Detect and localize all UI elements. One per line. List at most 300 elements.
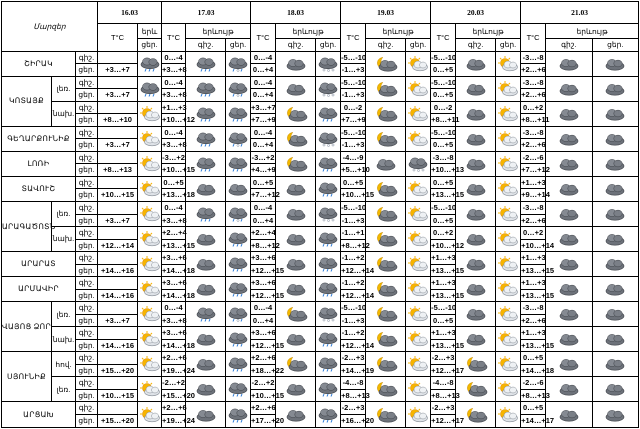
weather-cell bbox=[366, 201, 406, 226]
time-of-day-label: գիշ. bbox=[76, 201, 98, 214]
weather-cell bbox=[226, 252, 251, 277]
temp-col-header: T°C bbox=[98, 24, 138, 51]
temperature-cell: +13…+15 bbox=[521, 264, 546, 277]
cloud-dark-icon bbox=[194, 281, 218, 297]
weather-cell bbox=[496, 101, 521, 126]
temperature-cell: -1…+3 bbox=[341, 214, 366, 227]
temperature-cell: +4…+9 bbox=[251, 164, 276, 177]
moon-cloud-icon bbox=[284, 131, 308, 147]
temperature-cell: +10…+15 bbox=[98, 189, 138, 202]
temperature-cell: +12…+15 bbox=[251, 264, 276, 277]
sun-cloud-icon bbox=[406, 306, 430, 322]
cloud-rain-icon bbox=[316, 231, 340, 247]
weather-cell bbox=[316, 201, 341, 226]
moon-cloud-icon bbox=[374, 256, 398, 272]
temperature-cell: +14…+18 bbox=[162, 289, 186, 302]
weather-cell bbox=[592, 227, 638, 252]
weather-cell bbox=[366, 101, 406, 126]
temperature-cell: +1…+3 bbox=[431, 327, 456, 340]
time-of-day-label: գիշ. bbox=[76, 352, 98, 365]
temperature-cell: +13…+15 bbox=[431, 264, 456, 277]
temperature-cell: +15…+20 bbox=[98, 415, 138, 428]
cloud-dark-icon bbox=[464, 56, 488, 72]
temperature-cell: +3…+8 bbox=[162, 314, 186, 327]
weather-cell bbox=[186, 126, 226, 151]
night-col-header: գիշ. bbox=[546, 39, 592, 51]
cloud-dark-icon bbox=[557, 56, 581, 72]
weather-cell bbox=[406, 201, 431, 226]
weather-cell bbox=[226, 402, 251, 428]
region-name: ՏԱՎՈՒՇ bbox=[2, 176, 76, 201]
temperature-cell: 0…-4 bbox=[162, 51, 186, 64]
temperature-cell: +2…+6 bbox=[251, 352, 276, 365]
temperature-cell: -1…+3 bbox=[341, 314, 366, 327]
temperature-cell: +3…+7 bbox=[98, 314, 138, 327]
time-of-day-label: գիշ. bbox=[76, 51, 98, 64]
cloud-dark-icon bbox=[374, 156, 398, 172]
region-name: ԱՐԱՐԱՏ bbox=[2, 252, 76, 277]
sun-cloud-icon bbox=[496, 131, 520, 147]
temperature-cell: +10…+14 bbox=[521, 239, 546, 252]
temperature-cell bbox=[98, 201, 138, 214]
cloud-dark-icon bbox=[194, 331, 218, 347]
weather-cell bbox=[496, 76, 521, 101]
cloud-dark-icon bbox=[464, 306, 488, 322]
cloud-dark-icon bbox=[603, 306, 627, 322]
weather-cell bbox=[592, 252, 638, 277]
weather-cell bbox=[592, 377, 638, 402]
date-header-19-03: 19.03 bbox=[341, 2, 431, 24]
subregion-label: լեռ. bbox=[52, 377, 76, 402]
time-of-day-label: ցեր. bbox=[76, 114, 98, 127]
weather-cell bbox=[456, 302, 496, 327]
weather-cell bbox=[186, 51, 226, 76]
phenomenon-col-header: երևույթ bbox=[276, 24, 341, 39]
temperature-cell: -3…-8 bbox=[521, 76, 546, 89]
weather-cell bbox=[226, 51, 251, 76]
weather-cell bbox=[592, 51, 638, 76]
temperature-cell: +3…+8 bbox=[162, 214, 186, 227]
temperature-cell: 0…+5 bbox=[431, 64, 456, 77]
weather-cell bbox=[226, 126, 251, 151]
table-row bbox=[2, 327, 639, 340]
temperature-cell: -5…-10 bbox=[431, 76, 456, 89]
temperature-cell: 0…-4 bbox=[162, 76, 186, 89]
cloud-snow-icon bbox=[316, 56, 340, 72]
temperature-cell: 0…+2 bbox=[431, 227, 456, 240]
temperature-cell: +12…+14 bbox=[341, 289, 366, 302]
temperature-cell: +3…+6 bbox=[251, 327, 276, 340]
weather-cell bbox=[546, 377, 592, 402]
temperature-cell: +13…+15 bbox=[431, 339, 456, 352]
temperature-cell: 0…+5 bbox=[431, 314, 456, 327]
time-of-day-label: գիշ. bbox=[76, 76, 98, 89]
temperature-cell: +19…+24 bbox=[162, 364, 186, 377]
temperature-cell: +3…+6 bbox=[162, 277, 186, 290]
cloud-dark-icon bbox=[284, 81, 308, 97]
sun-cloud-icon bbox=[138, 407, 162, 423]
region-name: ԿՈՏԱՅՔ bbox=[2, 76, 52, 126]
weather-cell bbox=[456, 201, 496, 226]
temperature-cell: +10…+12 bbox=[162, 114, 186, 127]
region-name: ՇԻՐԱԿ bbox=[2, 51, 76, 76]
sun-cloud-icon bbox=[406, 356, 430, 372]
cloud-dark-icon bbox=[194, 381, 218, 397]
weather-cell bbox=[316, 151, 341, 176]
weather-cell bbox=[186, 76, 226, 101]
temperature-cell: 0…+4 bbox=[251, 139, 276, 152]
time-of-day-label: գիշ. bbox=[76, 151, 98, 164]
weather-cell bbox=[138, 377, 162, 402]
weather-cell bbox=[226, 176, 251, 201]
region-name: ԱՐՑԱԽ bbox=[2, 402, 76, 428]
temperature-cell: -3…-8 bbox=[431, 151, 456, 164]
sun-cloud-icon bbox=[496, 81, 520, 97]
cloud-rain-icon bbox=[138, 81, 162, 97]
cloud-dark-icon bbox=[603, 407, 627, 423]
sun-cloud-icon bbox=[406, 56, 430, 72]
temperature-cell: +1…+3 bbox=[162, 101, 186, 114]
cloud-dark-icon bbox=[603, 331, 627, 347]
weather-cell bbox=[366, 151, 406, 176]
cloud-dark-icon bbox=[603, 56, 627, 72]
temperature-cell: +2…+6 bbox=[521, 314, 546, 327]
weather-cell bbox=[316, 277, 341, 302]
weather-cell bbox=[592, 201, 638, 226]
time-of-day-label: ցեր. bbox=[76, 139, 98, 152]
regions-header: Մարզեր bbox=[2, 2, 98, 52]
moon-cloud-icon bbox=[464, 381, 488, 397]
temperature-cell: 0…+2 bbox=[521, 101, 546, 114]
weather-cell bbox=[138, 176, 162, 201]
phenomenon-col-header: երևույթ bbox=[186, 24, 251, 39]
temperature-cell: +3…+7 bbox=[251, 101, 276, 114]
time-of-day-label: ցեր. bbox=[76, 189, 98, 202]
weather-cell bbox=[406, 277, 431, 302]
cloud-rain-icon bbox=[316, 256, 340, 272]
moon-cloud-icon bbox=[284, 306, 308, 322]
temperature-cell: +13…+18 bbox=[162, 189, 186, 202]
temperature-cell: +8…+13 bbox=[98, 164, 138, 177]
time-of-day-label: ցեր. bbox=[76, 239, 98, 252]
weather-cell bbox=[546, 176, 592, 201]
sun-cloud-icon bbox=[138, 231, 162, 247]
weather-cell bbox=[316, 227, 341, 252]
temperature-cell: +1…+3 bbox=[521, 252, 546, 265]
temperature-cell: +1…+3 bbox=[521, 176, 546, 189]
date-header-16-03: 16.03 bbox=[98, 2, 162, 24]
weather-cell bbox=[138, 327, 162, 352]
cloud-dark-icon bbox=[603, 106, 627, 122]
temperature-cell: +1…+3 bbox=[431, 252, 456, 265]
temperature-cell: 0…+5 bbox=[431, 89, 456, 102]
table-row bbox=[2, 101, 639, 114]
weather-cell bbox=[366, 51, 406, 76]
weather-cell bbox=[226, 277, 251, 302]
cloud-rain-icon bbox=[194, 131, 218, 147]
temperature-cell: +3…+8 bbox=[162, 64, 186, 77]
temperature-cell: +8…+13 bbox=[341, 389, 366, 402]
temperature-cell: -5…-10 bbox=[341, 302, 366, 315]
day-col-header: ցեր. bbox=[226, 39, 251, 51]
temperature-cell: +14…+18 bbox=[162, 339, 186, 352]
weather-cell bbox=[546, 51, 592, 76]
subregion-label: հով. bbox=[52, 352, 76, 377]
cloud-dark-icon bbox=[557, 381, 581, 397]
sun-cloud-icon bbox=[138, 156, 162, 172]
cloud-dark-icon bbox=[464, 156, 488, 172]
temperature-cell: -3…-8 bbox=[521, 126, 546, 139]
weather-cell bbox=[138, 277, 162, 302]
weather-cell bbox=[226, 201, 251, 226]
temperature-cell: -5…-10 bbox=[341, 201, 366, 214]
cloud-dark-icon bbox=[284, 256, 308, 272]
region-name: ՎԱՅՈՑ ՁՈՐ bbox=[2, 302, 52, 352]
sun-cloud-icon bbox=[406, 106, 430, 122]
weather-cell bbox=[316, 76, 341, 101]
cloud-dark-icon bbox=[464, 331, 488, 347]
weather-cell bbox=[592, 176, 638, 201]
cloud-dark-icon bbox=[557, 256, 581, 272]
time-of-day-label: գիշ. bbox=[76, 327, 98, 340]
sun-cloud-icon bbox=[138, 181, 162, 197]
weather-cell bbox=[406, 327, 431, 352]
temperature-cell: 0…+4 bbox=[251, 64, 276, 77]
temperature-cell bbox=[98, 302, 138, 315]
subregion-label: նախ. bbox=[52, 101, 76, 126]
temperature-cell bbox=[98, 252, 138, 265]
weather-cell bbox=[406, 151, 431, 176]
temperature-cell: -5…-10 bbox=[431, 51, 456, 64]
temperature-cell: +5…+10 bbox=[341, 164, 366, 177]
temperature-cell bbox=[98, 227, 138, 240]
temperature-cell: -1…+3 bbox=[341, 89, 366, 102]
temperature-cell: -2…-6 bbox=[521, 377, 546, 390]
temperature-cell: +8…+11 bbox=[521, 114, 546, 127]
temperature-cell: -5…-10 bbox=[431, 126, 456, 139]
weather-cell bbox=[138, 352, 162, 377]
temp-col-header: T°C bbox=[521, 24, 546, 51]
temperature-cell: +13…+15 bbox=[431, 289, 456, 302]
sun-cloud-icon bbox=[406, 181, 430, 197]
time-of-day-label: գիշ. bbox=[76, 126, 98, 139]
cloud-rain-icon bbox=[226, 407, 250, 423]
weather-cell bbox=[366, 76, 406, 101]
temperature-cell: +13…+15 bbox=[521, 289, 546, 302]
weather-cell bbox=[456, 126, 496, 151]
temperature-cell: +10…+12 bbox=[431, 239, 456, 252]
cloud-dark-icon bbox=[194, 256, 218, 272]
cloud-rain-icon bbox=[138, 56, 162, 72]
sun-cloud-icon bbox=[138, 381, 162, 397]
temperature-cell: +15…+20 bbox=[98, 364, 138, 377]
temperature-cell: +15…+20 bbox=[162, 389, 186, 402]
sun-cloud-icon bbox=[496, 356, 520, 372]
cloud-dark-icon bbox=[284, 181, 308, 197]
cloud-rain-icon bbox=[194, 206, 218, 222]
day-col-header: ցեր. bbox=[496, 39, 521, 51]
night-col-header: գիշ. bbox=[366, 39, 406, 51]
table-row bbox=[2, 277, 639, 290]
weather-cell bbox=[138, 302, 162, 327]
cloud-rain-icon bbox=[194, 81, 218, 97]
region-name: ՍՅՈՒՆԻՔ bbox=[2, 352, 52, 402]
weather-cell bbox=[496, 176, 521, 201]
moon-cloud-icon bbox=[464, 356, 488, 372]
cloud-dark-icon bbox=[557, 306, 581, 322]
sun-cloud-icon bbox=[138, 206, 162, 222]
temperature-cell bbox=[98, 76, 138, 89]
weather-cell bbox=[592, 126, 638, 151]
temperature-cell: +3…+7 bbox=[98, 214, 138, 227]
temperature-cell: +2…+4 bbox=[162, 227, 186, 240]
cloud-rain-icon bbox=[316, 181, 340, 197]
temperature-cell: 0…-4 bbox=[251, 51, 276, 64]
sun-cloud-icon bbox=[496, 407, 520, 423]
temperature-cell bbox=[98, 126, 138, 139]
temperature-cell: +3…+7 bbox=[98, 139, 138, 152]
temperature-cell: -2…+3 bbox=[431, 352, 456, 365]
temperature-cell: +3…+7 bbox=[98, 89, 138, 102]
night-col-header: գիշ. bbox=[456, 39, 496, 51]
temperature-cell: +1…+3 bbox=[521, 277, 546, 290]
weather-cell bbox=[496, 151, 521, 176]
temperature-cell bbox=[98, 327, 138, 340]
cloud-dark-icon bbox=[226, 181, 250, 197]
weather-cell bbox=[592, 101, 638, 126]
time-of-day-label: գիշ. bbox=[76, 176, 98, 189]
temperature-cell bbox=[98, 101, 138, 114]
temperature-cell: +13…+15 bbox=[521, 339, 546, 352]
weather-cell bbox=[592, 277, 638, 302]
temperature-cell: -1…+3 bbox=[341, 139, 366, 152]
weather-cell bbox=[496, 252, 521, 277]
cloud-dark-icon bbox=[603, 256, 627, 272]
cloud-dark-icon bbox=[194, 181, 218, 197]
temperature-cell: +3…+8 bbox=[162, 139, 186, 152]
cloud-dark-icon bbox=[603, 181, 627, 197]
cloud-rain-icon bbox=[226, 381, 250, 397]
cloud-rain-icon bbox=[316, 356, 340, 372]
day-col-header: ցեր. bbox=[592, 39, 638, 51]
cloud-dark-icon bbox=[284, 381, 308, 397]
day-col-header: ցեր. bbox=[138, 39, 162, 51]
temperature-cell: +12…+17 bbox=[431, 415, 456, 428]
cloud-dark-icon bbox=[557, 356, 581, 372]
weather-cell bbox=[406, 377, 431, 402]
temperature-cell: -3…-8 bbox=[521, 201, 546, 214]
temperature-cell: +2…+4 bbox=[251, 227, 276, 240]
temperature-cell: -1…+1 bbox=[341, 227, 366, 240]
table-row bbox=[2, 201, 639, 214]
sun-cloud-icon bbox=[138, 281, 162, 297]
cloud-rain-icon bbox=[316, 281, 340, 297]
date-header-17-03: 17.03 bbox=[162, 2, 251, 24]
temperature-cell: +14…+17 bbox=[521, 415, 546, 428]
temperature-cell: +10…+15 bbox=[98, 389, 138, 402]
temperature-cell: -2…-6 bbox=[521, 151, 546, 164]
temperature-cell: +2…+6 bbox=[521, 139, 546, 152]
temperature-cell: -5…-10 bbox=[431, 201, 456, 214]
weather-cell bbox=[226, 377, 251, 402]
weather-cell bbox=[406, 252, 431, 277]
weather-cell bbox=[276, 227, 316, 252]
cloud-dark-icon bbox=[603, 381, 627, 397]
moon-cloud-icon bbox=[374, 181, 398, 197]
temperature-cell: +3…+6 bbox=[162, 252, 186, 265]
table-row bbox=[2, 126, 639, 139]
cloud-rain-icon bbox=[226, 281, 250, 297]
weather-cell bbox=[316, 402, 341, 428]
cloud-dark-icon bbox=[557, 331, 581, 347]
time-of-day-label: ցեր. bbox=[76, 314, 98, 327]
cloud-rain-icon bbox=[194, 156, 218, 172]
temperature-cell: -1…+2 bbox=[341, 327, 366, 340]
weather-cell bbox=[226, 327, 251, 352]
subregion-label: նախ. bbox=[52, 327, 76, 352]
temperature-cell: +12…+15 bbox=[251, 289, 276, 302]
cloud-dark-icon bbox=[464, 81, 488, 97]
temperature-cell bbox=[98, 51, 138, 64]
cloud-rain-icon bbox=[316, 156, 340, 172]
weather-cell bbox=[496, 352, 521, 377]
temperature-cell: -1…+2 bbox=[341, 277, 366, 290]
temperature-cell: 0…-4 bbox=[162, 126, 186, 139]
temperature-cell: +3…+6 bbox=[251, 277, 276, 290]
time-of-day-label: գիշ. bbox=[76, 277, 98, 290]
sun-cloud-icon bbox=[406, 281, 430, 297]
cloud-dark-icon bbox=[464, 106, 488, 122]
cloud-dark-icon bbox=[557, 231, 581, 247]
temperature-cell: 0…+5 bbox=[431, 139, 456, 152]
temperature-cell: +12…+15 bbox=[251, 339, 276, 352]
temperature-cell: 0…+5 bbox=[521, 352, 546, 365]
cloud-rain-icon bbox=[194, 306, 218, 322]
temperature-cell: -5…-10 bbox=[341, 51, 366, 64]
weather-cell bbox=[546, 126, 592, 151]
sun-cloud-icon bbox=[496, 156, 520, 172]
moon-cloud-icon bbox=[374, 81, 398, 97]
subregion-label: լեռ. bbox=[52, 201, 76, 226]
date-header-21-03: 21.03 bbox=[521, 2, 639, 24]
weather-cell bbox=[276, 201, 316, 226]
temperature-cell: -4…-8 bbox=[341, 377, 366, 390]
sun-cloud-icon bbox=[138, 256, 162, 272]
temperature-cell: 0…+5 bbox=[251, 176, 276, 189]
weather-cell bbox=[138, 51, 162, 76]
date-header-20-03: 20.03 bbox=[431, 2, 521, 24]
moon-cloud-icon bbox=[374, 106, 398, 122]
cloud-dark-icon bbox=[603, 356, 627, 372]
weather-cell bbox=[276, 101, 316, 126]
temperature-cell: +14…+16 bbox=[98, 289, 138, 302]
weather-cell bbox=[226, 76, 251, 101]
weather-cell bbox=[316, 252, 341, 277]
weather-cell bbox=[456, 101, 496, 126]
temperature-cell: -2…+3 bbox=[431, 402, 456, 415]
cloud-dark-icon bbox=[284, 331, 308, 347]
temperature-cell: 0…+5 bbox=[521, 402, 546, 415]
weather-cell bbox=[226, 227, 251, 252]
table-row bbox=[2, 227, 639, 240]
cloud-dark-icon bbox=[284, 231, 308, 247]
moon-cloud-icon bbox=[374, 281, 398, 297]
cloud-dark-icon bbox=[464, 181, 488, 197]
cloud-rain-icon bbox=[226, 331, 250, 347]
weather-cell bbox=[406, 76, 431, 101]
moon-cloud-icon bbox=[464, 407, 488, 423]
weather-cell bbox=[496, 126, 521, 151]
